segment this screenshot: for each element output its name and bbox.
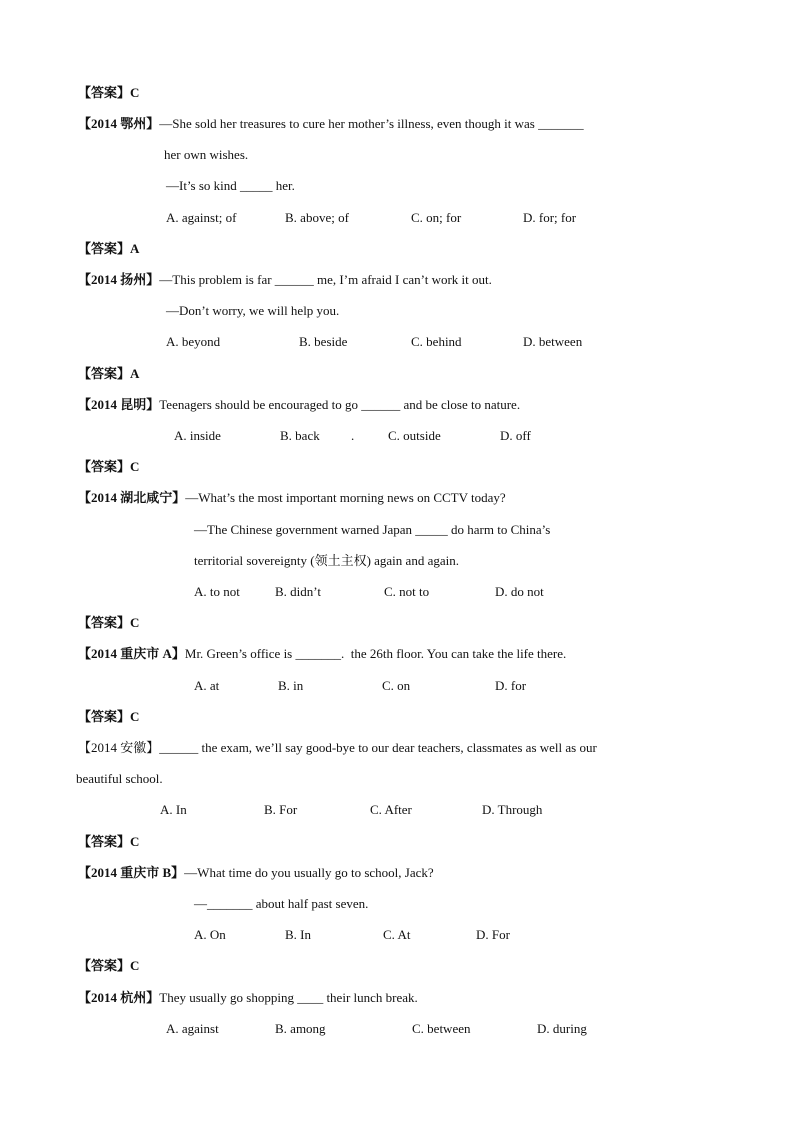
question-3: [78, 397, 520, 413]
question-8: [78, 990, 418, 1006]
option-c: C. At: [383, 927, 411, 942]
option-b: B. above; of: [285, 210, 349, 225]
question-6: [78, 740, 597, 756]
option-a: A. against: [166, 1021, 219, 1036]
option-b: B. In: [285, 927, 311, 942]
option-b: B. back: [280, 428, 320, 443]
option-a: A. against; of: [166, 210, 237, 225]
question-text: —Don’t worry, we will help you.: [166, 303, 340, 318]
option-c: C. After: [370, 802, 412, 817]
option-a: A. to not: [194, 584, 240, 599]
option-a: A. beyond: [166, 334, 221, 349]
answer-label: 【答案】C: [78, 85, 140, 100]
option-c: C. on: [382, 678, 411, 693]
question-text: —She sold her treasures to cure her mother’s illness, even though it was _______: [159, 116, 584, 131]
option-a: A. On: [194, 927, 226, 942]
option-d: D. for: [495, 678, 527, 693]
answer-label: 【答案】C: [78, 459, 140, 474]
option-a: A. In: [160, 802, 187, 817]
option-d: D. Through: [482, 802, 543, 817]
question-text: Teenagers should be encouraged to go ______ and be close to nature.: [159, 397, 521, 412]
option-a: A. at: [194, 678, 220, 693]
answer-label: 【答案】C: [78, 709, 140, 724]
question-text: —This problem is far ______ me, I’m afraid I can’t work it out.: [159, 272, 492, 287]
question-5: [78, 646, 566, 662]
question-text: They usually go shopping ____ their lunch break.: [159, 990, 418, 1005]
option-b: B. didn’t: [275, 584, 321, 599]
answer-label: 【答案】A: [78, 366, 140, 381]
question-text: Mr. Green’s office is _______. the 26th floor. You can take the life there.: [184, 646, 567, 661]
option-separator-dot: .: [351, 428, 355, 443]
option-b: B. For: [264, 802, 298, 817]
question-tag: 【2014 重庆市 B】: [78, 865, 185, 880]
question-1: [78, 116, 584, 132]
option-c: C. between: [412, 1021, 471, 1036]
question-text: —It’s so kind _____ her.: [166, 178, 295, 193]
question-text: —What’s the most important morning news on CCTV today?: [185, 490, 506, 505]
option-d: D. during: [537, 1021, 587, 1036]
question-tag: 【2014 湖北咸宁】: [78, 490, 186, 505]
option-d: D. for; for: [523, 210, 577, 225]
question-text: beautiful school.: [76, 771, 163, 786]
question-tag: 【2014 安徽】: [78, 740, 160, 755]
option-c: C. on; for: [411, 210, 462, 225]
question-tag: 【2014 鄂州】: [78, 116, 160, 131]
option-d: D. off: [500, 428, 531, 443]
question-tag: 【2014 昆明】: [78, 397, 160, 412]
option-c: C. behind: [411, 334, 462, 349]
option-a: A. inside: [174, 428, 221, 443]
question-text: —What time do you usually go to school, Jack?: [184, 865, 434, 880]
answer-label: 【答案】A: [78, 241, 140, 256]
answer-label: 【答案】C: [78, 615, 140, 630]
question-2: [78, 272, 492, 288]
option-b: B. in: [278, 678, 304, 693]
option-c: C. not to: [384, 584, 430, 599]
option-d: D. do not: [495, 584, 544, 599]
option-d: D. For: [476, 927, 510, 942]
question-4: [78, 490, 506, 506]
question-tag: 【2014 扬州】: [78, 272, 160, 287]
question-text: —The Chinese government warned Japan _____ do harm to China’s: [194, 522, 551, 537]
answer-label: 【答案】C: [78, 958, 140, 973]
option-b: B. among: [275, 1021, 326, 1036]
answer-label: 【答案】C: [78, 834, 140, 849]
option-c: C. outside: [388, 428, 441, 443]
question-text: her own wishes.: [164, 147, 249, 162]
question-text: territorial sovereignty (领土主权) again and again.: [194, 553, 459, 568]
option-d: D. between: [523, 334, 583, 349]
question-tag: 【2014 杭州】: [78, 990, 160, 1005]
question-tag: 【2014 重庆市 A】: [78, 646, 185, 661]
option-b: B. beside: [299, 334, 348, 349]
question-text: —_______ about half past seven.: [194, 896, 369, 911]
question-7: [78, 865, 434, 881]
question-text: ______ the exam, we’ll say good-bye to our dear teachers, classmates as well as our: [159, 740, 597, 755]
